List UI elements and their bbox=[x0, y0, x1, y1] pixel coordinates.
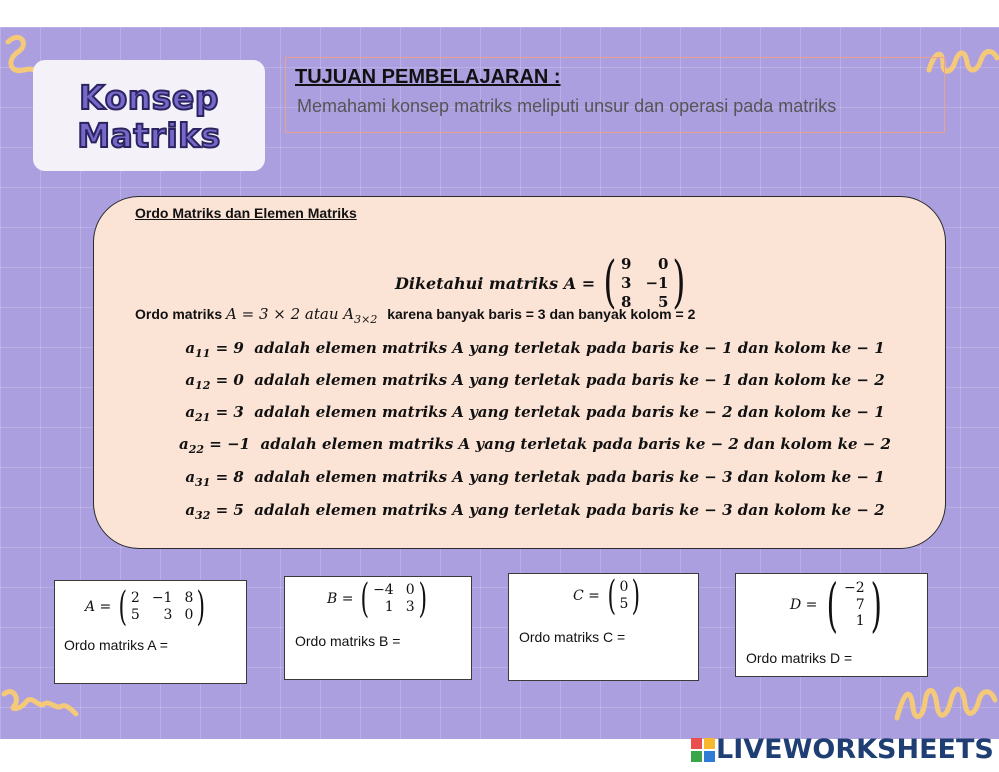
exercise-matrix-cell: 8 bbox=[184, 590, 194, 607]
element-variable: a bbox=[179, 435, 189, 453]
element-subscript: 12 bbox=[195, 379, 211, 392]
exercise-b-label: Ordo matriks B = bbox=[295, 633, 401, 649]
matrix-a-cell: 0 bbox=[658, 255, 669, 273]
exercise-d-matrix bbox=[844, 580, 865, 630]
exercise-b-equation bbox=[327, 576, 430, 622]
left-paren-icon: ( bbox=[118, 584, 128, 630]
element-description: = 8 adalah elemen matriks A yang terletak pada baris ke − 3 dan kolom ke − 1 bbox=[210, 468, 885, 486]
right-paren-icon: ) bbox=[418, 576, 427, 622]
exercise-card-d bbox=[735, 573, 928, 677]
exercise-card-a bbox=[54, 580, 247, 684]
element-line bbox=[0, 403, 999, 424]
right-paren-icon: ) bbox=[631, 573, 641, 619]
exercise-c-equation bbox=[573, 573, 644, 619]
given-prefix: Diketahui matriks A = bbox=[395, 273, 596, 293]
exercise-matrix-cell: 0 bbox=[184, 607, 194, 623]
exercise-a-lhs: A = bbox=[85, 599, 112, 615]
exercise-card-c bbox=[508, 573, 699, 681]
element-line bbox=[0, 339, 999, 360]
exercise-matrix-cell: 1 bbox=[855, 613, 865, 630]
element-line bbox=[0, 371, 999, 392]
right-paren-icon: ) bbox=[870, 571, 882, 639]
ordo-subscript: 3×2 bbox=[354, 312, 378, 326]
matrix-a-cell: 9 bbox=[621, 255, 632, 273]
element-subscript: 21 bbox=[195, 411, 211, 424]
left-paren-icon: ( bbox=[607, 573, 617, 619]
element-variable: a bbox=[185, 501, 196, 519]
element-variable: a bbox=[185, 371, 196, 389]
element-description: = 3 adalah elemen matriks A yang terletak pada baris ke − 2 dan kolom ke − 1 bbox=[210, 403, 885, 421]
element-description: = 9 adalah elemen matriks A yang terletak pada baris ke − 1 dan kolom ke − 1 bbox=[210, 339, 885, 357]
element-subscript: 31 bbox=[195, 476, 211, 489]
right-paren-icon: ) bbox=[196, 584, 206, 630]
element-line bbox=[0, 501, 999, 522]
ordo-math: A = 3 × 2 atau A bbox=[226, 305, 355, 323]
exercise-matrix-cell: 0 bbox=[405, 582, 415, 599]
exercise-c-label: Ordo matriks C = bbox=[519, 629, 626, 645]
exercise-b-matrix bbox=[373, 582, 415, 616]
exercise-matrix-cell: 5 bbox=[619, 596, 629, 612]
element-description: = 0 adalah elemen matriks A yang terletak pada baris ke − 1 dan kolom ke − 2 bbox=[210, 371, 885, 389]
element-line bbox=[0, 468, 999, 489]
left-paren-icon: ( bbox=[827, 571, 839, 639]
element-description: = 5 adalah elemen matriks A yang terletak pada baris ke − 3 dan kolom ke − 2 bbox=[210, 501, 885, 519]
exercise-matrix-cell: 3 bbox=[163, 607, 173, 623]
exercise-d-lhs: D = bbox=[790, 597, 818, 613]
element-subscript: 11 bbox=[195, 347, 211, 360]
title-line-2: Matriks bbox=[77, 116, 221, 155]
exercise-matrix-cell: 1 bbox=[384, 599, 394, 615]
exercise-card-b bbox=[284, 576, 472, 680]
exercise-matrix-cell: 0 bbox=[619, 579, 629, 596]
section-title: Ordo Matriks dan Elemen Matriks bbox=[135, 205, 357, 221]
element-description: = −1 adalah elemen matriks A yang terletak pada baris ke − 2 dan kolom ke − 2 bbox=[204, 435, 891, 453]
exercise-matrix-cell: −2 bbox=[844, 579, 865, 596]
exercise-a-label: Ordo matriks A = bbox=[64, 637, 168, 653]
squiggle-bottom-left-icon bbox=[0, 680, 80, 720]
matrix-a-grid bbox=[621, 255, 668, 311]
element-subscript: 22 bbox=[188, 443, 205, 456]
element-variable: a bbox=[185, 403, 196, 421]
exercise-d-equation bbox=[790, 571, 887, 639]
title-line-1: Konsep bbox=[79, 78, 219, 117]
matrix-a-cell: 8 bbox=[621, 292, 632, 311]
element-line bbox=[0, 435, 999, 456]
goal-text: Memahami konsep matriks meliputi unsur dan operasi pada matriks bbox=[297, 96, 837, 116]
left-paren-icon: ( bbox=[603, 250, 617, 316]
exercise-b-lhs: B = bbox=[327, 591, 354, 607]
exercise-a-matrix bbox=[131, 590, 193, 624]
exercise-matrix-cell: 2 bbox=[130, 590, 140, 607]
matrix-a-cell: −1 bbox=[645, 273, 669, 292]
matrix-a bbox=[599, 250, 690, 316]
left-paren-icon: ( bbox=[360, 576, 370, 622]
exercise-matrix-cell: −1 bbox=[151, 590, 173, 607]
exercise-c-lhs: C = bbox=[573, 588, 600, 604]
squiggle-bottom-right-icon bbox=[893, 678, 999, 726]
matrix-a-cell: 3 bbox=[621, 273, 632, 292]
liveworksheets-logo-text: LIVEWORKSHEETS bbox=[716, 734, 994, 765]
exercise-a-equation bbox=[85, 584, 209, 630]
matrix-a-cell: 5 bbox=[658, 292, 669, 311]
element-variable: a bbox=[185, 339, 196, 357]
exercise-d-label: Ordo matriks D = bbox=[746, 650, 853, 666]
exercise-c-matrix bbox=[620, 579, 629, 613]
exercise-matrix-cell: 7 bbox=[855, 596, 865, 613]
exercise-matrix-cell: 3 bbox=[405, 599, 415, 615]
liveworksheets-mark-icon bbox=[690, 737, 716, 763]
goal-title: TUJUAN PEMBELAJARAN : bbox=[295, 66, 561, 88]
element-subscript: 32 bbox=[195, 509, 211, 522]
ordo-statement bbox=[135, 305, 695, 326]
liveworksheets-logo bbox=[690, 734, 994, 765]
right-paren-icon: ) bbox=[672, 250, 686, 316]
ordo-suffix: karena banyak baris = 3 dan banyak kolom = 2 bbox=[387, 306, 696, 322]
element-variable: a bbox=[185, 468, 196, 486]
exercise-matrix-cell: 5 bbox=[130, 607, 140, 623]
ordo-prefix: Ordo matriks bbox=[135, 306, 223, 322]
title-card bbox=[33, 60, 265, 171]
exercise-matrix-cell: −4 bbox=[373, 582, 394, 599]
